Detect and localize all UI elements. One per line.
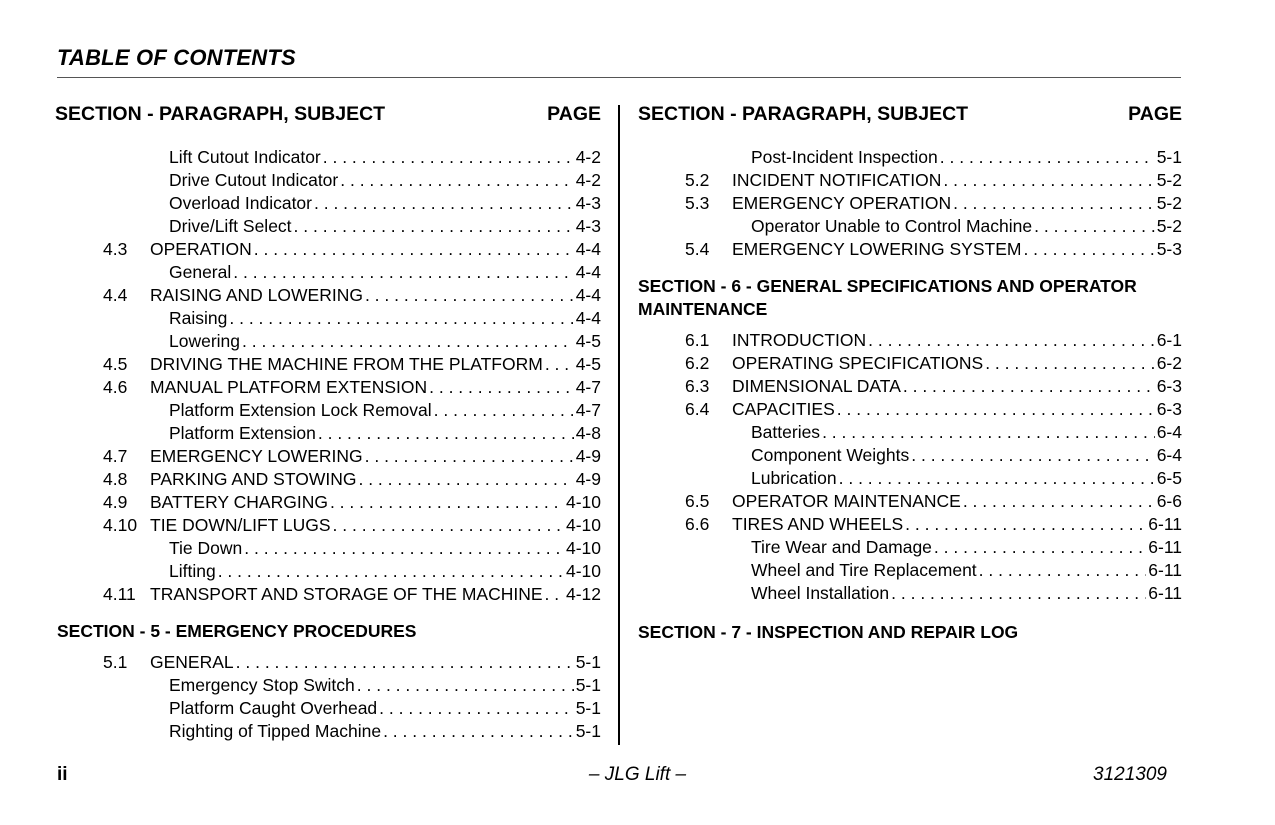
dot-leader <box>229 307 573 330</box>
page-title: TABLE OF CONTENTS <box>57 45 296 70</box>
toc-entry-leader-line <box>732 329 1182 352</box>
dot-leader <box>358 468 573 491</box>
dot-leader <box>911 444 1154 467</box>
toc-entry-page: 6-11 <box>1148 514 1182 534</box>
dot-leader <box>434 399 574 422</box>
toc-entry[interactable] <box>638 398 1182 421</box>
toc-entry-leader-line <box>732 192 1182 215</box>
toc-entry[interactable] <box>55 238 601 261</box>
toc-entry-page: 4-4 <box>575 285 601 305</box>
dot-leader <box>236 651 574 674</box>
dot-leader <box>953 192 1155 215</box>
toc-entry[interactable] <box>55 215 601 238</box>
toc-entry-number: 4.11 <box>103 584 136 604</box>
toc-entry-page: 5-2 <box>1156 193 1182 213</box>
toc-entry-page: 4-7 <box>575 400 601 420</box>
toc-entry-page: 5-1 <box>1156 147 1182 167</box>
dot-leader <box>940 146 1155 169</box>
dot-leader <box>365 445 574 468</box>
toc-entry-title: Platform Extension <box>169 423 316 443</box>
toc-entry-number: 6.6 <box>685 514 710 534</box>
dot-leader <box>244 537 564 560</box>
dot-leader <box>963 490 1155 513</box>
toc-entry-leader-line <box>169 307 601 330</box>
toc-entry-title: TIE DOWN/LIFT LUGS <box>150 515 331 535</box>
toc-entry-title: Post-Incident Inspection <box>751 147 938 167</box>
dot-leader <box>839 467 1155 490</box>
toc-entry-list <box>638 146 1182 261</box>
toc-right-column <box>638 103 1182 652</box>
toc-entry-page: 6-4 <box>1156 445 1182 465</box>
toc-entry-page: 4-2 <box>575 170 601 190</box>
toc-entry-leader-line <box>751 536 1182 559</box>
dot-leader <box>254 238 574 261</box>
dot-leader <box>943 169 1154 192</box>
toc-entry-leader-line <box>169 192 601 215</box>
toc-entry-page: 4-4 <box>575 262 601 282</box>
toc-entry-page: 4-4 <box>575 239 601 259</box>
dot-leader <box>318 422 574 445</box>
toc-entry[interactable] <box>638 238 1182 261</box>
toc-entry-leader-line <box>169 146 601 169</box>
toc-entry-title: Lifting <box>169 561 216 581</box>
toc-entry-number: 4.8 <box>103 469 128 489</box>
dot-leader <box>934 536 1146 559</box>
toc-entry-title: EMERGENCY OPERATION <box>732 193 952 213</box>
toc-entry-title: Platform Caught Overhead <box>169 698 378 718</box>
toc-entry-title: Tie Down <box>169 538 243 558</box>
toc-entry-page: 4-3 <box>575 193 601 213</box>
toc-entry[interactable] <box>55 583 601 606</box>
toc-entry-title: Drive Cutout Indicator <box>169 170 339 190</box>
toc-entry[interactable] <box>55 169 601 192</box>
toc-entry-number: 4.3 <box>103 239 128 259</box>
toc-entry-number: 4.9 <box>103 492 128 512</box>
toc-entry-page: 5-3 <box>1156 239 1182 259</box>
dot-leader <box>1034 215 1155 238</box>
toc-entry-title: DIMENSIONAL DATA <box>732 376 901 396</box>
toc-entry[interactable] <box>55 697 601 720</box>
toc-entry-number: 5.2 <box>685 170 710 190</box>
toc-entry-leader-line <box>751 444 1182 467</box>
toc-entry-page: 6-11 <box>1148 537 1182 557</box>
toc-entry-number: 5.1 <box>103 652 128 672</box>
toc-entry-title: MANUAL PLATFORM EXTENSION <box>150 377 428 397</box>
toc-entry[interactable] <box>55 422 601 445</box>
toc-entry-page: 6-3 <box>1156 399 1182 419</box>
toc-entry-title: TIRES AND WHEELS <box>732 514 904 534</box>
toc-entry-page: 6-5 <box>1156 468 1182 488</box>
dot-leader <box>323 146 574 169</box>
toc-entry-page: 5-1 <box>575 652 601 672</box>
toc-entry-title: OPERATOR MAINTENANCE <box>732 491 961 511</box>
toc-entry-leader-line <box>169 560 601 583</box>
toc-entry-leader-line <box>150 468 601 491</box>
toc-entry-leader-line <box>751 582 1182 605</box>
toc-entry[interactable] <box>638 513 1182 536</box>
section-heading: SECTION - 6 - GENERAL SPECIFICATIONS AND OPERATOR MAINTENANCE <box>638 276 1137 319</box>
dot-leader <box>905 513 1146 536</box>
toc-entry[interactable] <box>55 307 601 330</box>
toc-entry[interactable] <box>638 169 1182 192</box>
right-column-header <box>638 103 1182 131</box>
toc-entry-title: Batteries <box>751 422 821 442</box>
toc-entry-number: 4.5 <box>103 354 128 374</box>
toc-entry-page: 4-10 <box>565 538 601 558</box>
dot-leader <box>429 376 574 399</box>
toc-entry[interactable] <box>55 445 601 468</box>
dot-leader <box>1023 238 1154 261</box>
toc-entry[interactable] <box>638 582 1182 605</box>
toc-entry-page: 4-9 <box>575 446 601 466</box>
toc-entry-leader-line <box>732 238 1182 261</box>
toc-entry-title: Operator Unable to Control Machine <box>751 216 1033 236</box>
toc-entry-page: 4-5 <box>575 354 601 374</box>
toc-entry-leader-line <box>732 398 1182 421</box>
column-divider <box>618 105 620 745</box>
toc-entry[interactable] <box>55 353 601 376</box>
dot-leader <box>333 514 564 537</box>
toc-entry-leader-line <box>169 697 601 720</box>
dot-leader <box>365 284 574 307</box>
toc-entry-title: Raising <box>169 308 228 328</box>
toc-entry-leader-line <box>751 421 1182 444</box>
toc-entry-leader-line <box>150 514 601 537</box>
toc-entry-number: 6.3 <box>685 376 710 396</box>
toc-entry-title: OPERATING SPECIFICATIONS <box>732 353 984 373</box>
dot-leader <box>379 697 574 720</box>
footer-doc-number: 3121309 <box>1093 764 1167 785</box>
dot-leader <box>242 330 574 353</box>
toc-entry-number: 4.6 <box>103 377 128 397</box>
toc-entry-title: Lift Cutout Indicator <box>169 147 321 167</box>
section-heading: SECTION - 7 - INSPECTION AND REPAIR LOG <box>638 622 1019 642</box>
toc-entry-number: 4.4 <box>103 285 128 305</box>
toc-entry-page: 6-4 <box>1156 422 1182 442</box>
toc-entry-title: Lubrication <box>751 468 837 488</box>
toc-entry-number: 6.4 <box>685 399 710 419</box>
dot-leader <box>218 560 564 583</box>
column-header-page: PAGE <box>1128 103 1182 125</box>
toc-entry-leader-line <box>732 490 1182 513</box>
toc-entry-leader-line <box>169 169 601 192</box>
toc-entry-list <box>55 146 601 606</box>
toc-entry-title: Tire Wear and Damage <box>751 537 932 557</box>
toc-entry-page: 4-2 <box>575 147 601 167</box>
toc-entry-title: Component Weights <box>751 445 910 465</box>
dot-leader <box>891 582 1146 605</box>
toc-entry-leader-line <box>169 261 601 284</box>
toc-entry-page: 6-11 <box>1148 583 1182 603</box>
toc-entry-page: 5-2 <box>1156 170 1182 190</box>
dot-leader <box>985 352 1155 375</box>
toc-entry[interactable] <box>55 651 601 674</box>
toc-entry-leader-line <box>169 720 601 743</box>
toc-entry[interactable] <box>638 421 1182 444</box>
toc-entry-page: 4-4 <box>575 308 601 328</box>
toc-entry[interactable] <box>55 284 601 307</box>
dot-leader <box>979 559 1147 582</box>
toc-entry-list <box>55 651 601 743</box>
toc-entry-leader-line <box>150 284 601 307</box>
column-header-subject: SECTION - PARAGRAPH, SUBJECT <box>638 103 969 125</box>
toc-entry[interactable] <box>638 490 1182 513</box>
dot-leader <box>330 491 564 514</box>
toc-entry-title: Drive/Lift Select <box>169 216 292 236</box>
dot-leader <box>868 329 1155 352</box>
toc-entry-page: 6-6 <box>1156 491 1182 511</box>
toc-entry-number: 5.4 <box>685 239 710 259</box>
toc-entry-page: 4-3 <box>575 216 601 236</box>
toc-entry-leader-line <box>150 376 601 399</box>
toc-entry-title: Emergency Stop Switch <box>169 675 355 695</box>
toc-entry[interactable] <box>55 537 601 560</box>
toc-entry-leader-line <box>150 651 601 674</box>
dot-leader <box>357 674 574 697</box>
toc-entry-page: 4-10 <box>565 492 601 512</box>
dot-leader <box>314 192 574 215</box>
toc-entry[interactable] <box>55 560 601 583</box>
toc-entry[interactable] <box>638 146 1182 169</box>
toc-entry-leader-line <box>732 375 1182 398</box>
toc-entry-leader-line <box>169 537 601 560</box>
dot-leader <box>837 398 1155 421</box>
title-divider <box>57 77 1181 78</box>
toc-entry-title: TRANSPORT AND STORAGE OF THE MACHINE <box>150 584 543 604</box>
dot-leader <box>903 375 1155 398</box>
toc-entry[interactable] <box>55 192 601 215</box>
toc-entry-title: INTRODUCTION <box>732 330 867 350</box>
toc-entry[interactable] <box>638 536 1182 559</box>
toc-entry[interactable] <box>638 352 1182 375</box>
toc-entry-page: 6-2 <box>1156 353 1182 373</box>
toc-entry-list <box>638 329 1182 605</box>
toc-entry-title: Wheel Installation <box>751 583 890 603</box>
toc-entry[interactable] <box>55 399 601 422</box>
toc-entry[interactable] <box>55 514 601 537</box>
toc-entry-title: EMERGENCY LOWERING SYSTEM <box>732 239 1022 259</box>
toc-entry[interactable] <box>638 192 1182 215</box>
toc-entry-leader-line <box>169 215 601 238</box>
toc-entry-leader-line <box>751 146 1182 169</box>
toc-entry[interactable] <box>55 330 601 353</box>
toc-entry-page: 4-9 <box>575 469 601 489</box>
toc-entry-page: 5-1 <box>575 698 601 718</box>
footer-page-number: ii <box>57 764 68 785</box>
dot-leader <box>383 720 574 743</box>
toc-entry-leader-line <box>150 353 601 376</box>
column-header-subject: SECTION - PARAGRAPH, SUBJECT <box>55 103 386 125</box>
column-header-page: PAGE <box>547 103 601 125</box>
toc-entry-page: 5-2 <box>1156 216 1182 236</box>
toc-entry-page: 6-3 <box>1156 376 1182 396</box>
toc-entry[interactable] <box>55 468 601 491</box>
toc-entry-title: DRIVING THE MACHINE FROM THE PLATFORM <box>150 354 543 374</box>
toc-entry-title: General <box>169 262 232 282</box>
toc-entry-title: Overload Indicator <box>169 193 312 213</box>
toc-entry-leader-line <box>732 352 1182 375</box>
toc-entry-title: CAPACITIES <box>732 399 835 419</box>
toc-entry[interactable] <box>55 720 601 743</box>
toc-entry-number: 5.3 <box>685 193 710 213</box>
section-heading: SECTION - 5 - EMERGENCY PROCEDURES <box>57 621 417 641</box>
toc-entry-leader-line <box>150 583 601 606</box>
toc-entry[interactable] <box>55 376 601 399</box>
left-column-header <box>55 103 601 131</box>
toc-entry[interactable] <box>55 146 601 169</box>
toc-entry-page: 6-1 <box>1156 330 1182 350</box>
toc-entry-title: INCIDENT NOTIFICATION <box>732 170 942 190</box>
toc-entry-leader-line <box>732 169 1182 192</box>
toc-entry-leader-line <box>169 422 601 445</box>
toc-entry[interactable] <box>55 674 601 697</box>
toc-entry[interactable] <box>55 261 601 284</box>
toc-entry-title: EMERGENCY LOWERING <box>150 446 363 466</box>
toc-entry-leader-line <box>169 399 601 422</box>
dot-leader <box>545 583 564 606</box>
dot-leader <box>294 215 574 238</box>
toc-entry-page: 5-1 <box>575 675 601 695</box>
dot-leader <box>822 421 1155 444</box>
toc-entry-page: 4-8 <box>575 423 601 443</box>
toc-entry-number: 4.7 <box>103 446 128 466</box>
toc-entry[interactable] <box>638 375 1182 398</box>
toc-entry-leader-line <box>169 674 601 697</box>
toc-entry-leader-line <box>150 238 601 261</box>
toc-entry-title: Wheel and Tire Replacement <box>751 560 977 580</box>
toc-entry-title: Righting of Tipped Machine <box>169 721 382 741</box>
dot-leader <box>233 261 573 284</box>
toc-entry-leader-line <box>150 445 601 468</box>
toc-entry-page: 4-10 <box>565 561 601 581</box>
toc-entry-title: GENERAL <box>150 652 234 672</box>
toc-entry[interactable] <box>638 215 1182 238</box>
toc-entry-title: OPERATION <box>150 239 252 259</box>
toc-entry-title: Platform Extension Lock Removal <box>169 400 432 420</box>
toc-entry-title: Lowering <box>169 331 241 351</box>
toc-entry-page: 6-11 <box>1148 560 1182 580</box>
toc-entry[interactable] <box>638 329 1182 352</box>
toc-entry-leader-line <box>751 467 1182 490</box>
toc-entry-leader-line <box>150 491 601 514</box>
toc-entry-leader-line <box>732 513 1182 536</box>
toc-entry-number: 6.2 <box>685 353 710 373</box>
toc-entry-title: BATTERY CHARGING <box>150 492 328 512</box>
footer-title: – JLG Lift – <box>588 764 687 785</box>
toc-entry[interactable] <box>638 559 1182 582</box>
toc-entry-page: 4-10 <box>565 515 601 535</box>
toc-entry-number: 6.1 <box>685 330 710 350</box>
toc-entry-number: 4.10 <box>103 515 138 535</box>
toc-entry[interactable] <box>638 467 1182 490</box>
toc-entry-number: 6.5 <box>685 491 710 511</box>
toc-entry-leader-line <box>169 330 601 353</box>
toc-left-column <box>55 103 601 743</box>
toc-entry-page: 5-1 <box>575 721 601 741</box>
toc-entry-page: 4-7 <box>575 377 601 397</box>
toc-entry-title: RAISING AND LOWERING <box>150 285 363 305</box>
toc-entry[interactable] <box>55 491 601 514</box>
toc-entry-leader-line <box>751 215 1182 238</box>
toc-entry[interactable] <box>638 444 1182 467</box>
dot-leader <box>545 353 574 376</box>
toc-entry-title: PARKING AND STOWING <box>150 469 357 489</box>
toc-entry-leader-line <box>751 559 1182 582</box>
toc-entry-page: 4-12 <box>565 584 601 604</box>
dot-leader <box>340 169 573 192</box>
toc-entry-page: 4-5 <box>575 331 601 351</box>
